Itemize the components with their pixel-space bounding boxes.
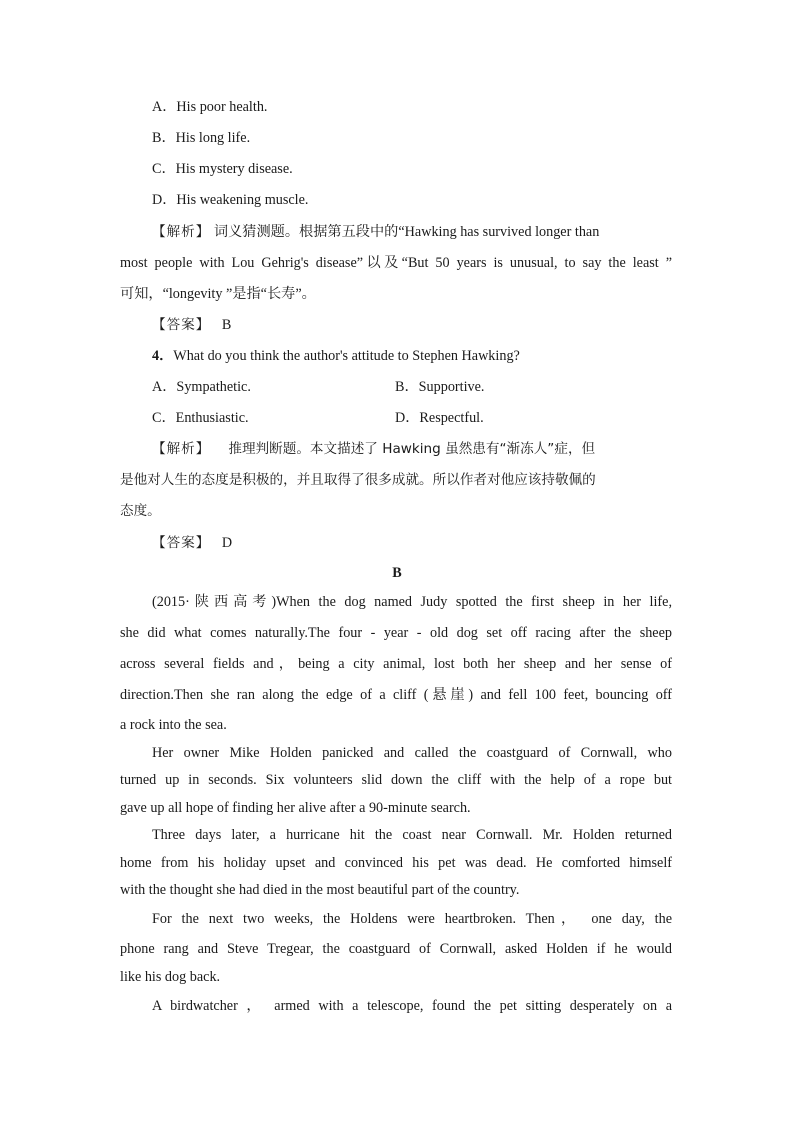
- q4-option-d: D．Respectful.: [395, 410, 484, 426]
- q3-analysis-line-2: most people with Lou Gehrig's disease”以及“But 50 years is unusual, to say the least ”: [120, 255, 672, 271]
- q4-analysis-line-3: 态度。: [120, 503, 161, 519]
- q4-answer-value: D: [221, 535, 233, 551]
- passage-p1-line-2: she did what comes naturally.The four - year - old dog set off racing after the sheep: [120, 625, 672, 641]
- q3-option-b: B．His long life.: [152, 130, 251, 146]
- q3-analysis-text-1: 词义猜测题。根据第五段中的“Hawking has survived longer than: [210, 224, 600, 240]
- passage-p2-line-1: Her owner Mike Holden panicked and called the coastguard of Cornwall, who: [152, 745, 672, 761]
- q3-answer-value: B: [221, 317, 232, 333]
- passage-p4-line-2: phone rang and Steve Tregear, the coastguard of Cornwall, asked Holden if he would: [120, 941, 672, 957]
- q4-number: 4．: [152, 348, 174, 364]
- q4-analysis-line-2: 是他对人生的态度是积极的，并且取得了很多成就。所以作者对他应该持敬佩的: [120, 472, 596, 488]
- q3-option-a: A．His poor health.: [152, 99, 268, 115]
- passage-p1-line-5: a rock into the sea.: [120, 717, 227, 733]
- q3-option-d: D．His weakening muscle.: [152, 192, 309, 208]
- passage-p1-line-3: across several fields and，being a city animal, lost both her sheep and her sense of: [120, 656, 672, 672]
- q4-option-a: A．Sympathetic.: [152, 379, 251, 395]
- q4-analysis-text-1: 推理判断题。本文描述了 Hawking 虽然患有“渐冻人”症，但: [228, 441, 596, 457]
- q3-answer: [152, 315, 231, 335]
- analysis-tag: 【解析】: [152, 224, 211, 240]
- passage-p2-line-2: turned up in seconds. Six volunteers slid down the cliff with the help of a rope but: [120, 772, 672, 788]
- analysis-tag: 【解析】: [152, 441, 211, 457]
- passage-heading: B: [392, 565, 402, 581]
- answer-tag: 【答案】: [152, 535, 211, 551]
- passage-p1-line-4: direction.Then she ran along the edge of a cliff (悬崖) and fell 100 feet, bouncing off: [120, 687, 672, 703]
- q3-analysis-line-3: 可知，“longevity ”是指“长寿”。: [120, 286, 316, 302]
- q4-option-b: B．Supportive.: [395, 379, 485, 395]
- passage-p3-line-3: with the thought she had died in the most beautiful part of the country.: [120, 882, 520, 898]
- passage-p1-line-1: (2015·陕西高考)When the dog named Judy spotted the first sheep in her life,: [152, 594, 672, 610]
- answer-tag: 【答案】: [152, 317, 211, 333]
- q3-analysis-line-1: [152, 222, 599, 242]
- q4-question: [152, 346, 520, 366]
- passage-p2-line-3: gave up all hope of finding her alive after a 90-minute search.: [120, 800, 471, 816]
- passage-p3-line-1: Three days later, a hurricane hit the coast near Cornwall. Mr. Holden returned: [152, 827, 672, 843]
- q3-option-c: C．His mystery disease.: [152, 161, 293, 177]
- q4-option-c: C．Enthusiastic.: [152, 410, 249, 426]
- passage-p4-line-3: like his dog back.: [120, 969, 221, 985]
- q4-question-text: What do you think the author's attitude to Stephen Hawking?: [173, 348, 520, 364]
- passage-p4-line-1: For the next two weeks, the Holdens were heartbroken. Then， one day, the: [152, 911, 672, 927]
- passage-p5-line-1: A birdwatcher ， armed with a telescope, found the pet sitting desperately on a: [152, 998, 672, 1014]
- passage-p3-line-2: home from his holiday upset and convinced his pet was dead. He comforted himself: [120, 855, 672, 871]
- q4-analysis-line-1: [152, 439, 595, 459]
- q4-answer: [152, 533, 232, 553]
